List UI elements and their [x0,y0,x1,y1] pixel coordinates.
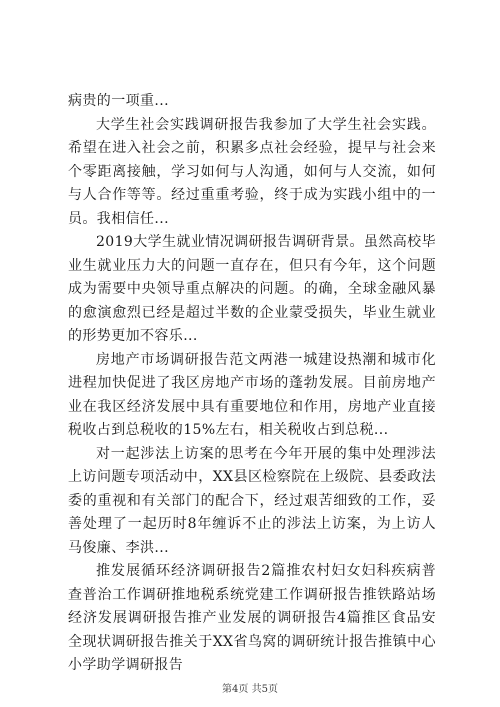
paragraph-6: 推发展循环经济调研报告2篇推农村妇女妇科疾病普查普治工作调研推地税系统党建工作调研报告推铁路站场经济发展调研报告推产业发展的调研报告4篇推区食品安全现状调研报告推关于XX省鸟窝的调研统计报告推镇中心小学助学调研报告 [68,563,436,673]
paragraph-3: 2019大学生就业情况调研报告调研背景。虽然高校毕业生就业压力大的问题一直存在，但只有今年，这个问题成为需要中央领导重点解决的问题。的确，全球金融风暴的愈演愈烈已经是超过半数的企业蒙受损失，毕业生就业的形势更加不容乐... [68,234,436,344]
document-body [68,90,436,678]
paragraph-2: 大学生社会实践调研报告我参加了大学生社会实践。希望在进入社会之前，积累多点社会经验，提早与社会来个零距离接触，学习如何与人沟通，如何与人交流，如何与人合作等等。经过重重考验，终于成为实践小组中的一员。我相信任... [68,116,436,227]
paragraph-1: 病贵的一项重... [68,93,169,109]
paragraph-5: 对一起涉法上访案的思考在今年开展的集中处理涉法上访问题专项活动中，XX县区检察院在上级院、县委政法委的重视和有关部门的配合下，经过艰苦细致的工作，妥善处理了一起历时8年缠诉不止的涉法上访案，为上访人马俊廉、李洪... [68,445,436,556]
paragraph-4: 房地产市场调研报告范文两港一城建设热潮和城市化进程加快促进了我区房地产市场的蓬勃发展。目前房地产业在我区经济发展中具有重要地位和作用，房地产业直接税收占到总税收的15%左右，相关税收占到总税... [68,351,436,438]
page-number-footer: 第4页 共5页 [222,684,278,695]
